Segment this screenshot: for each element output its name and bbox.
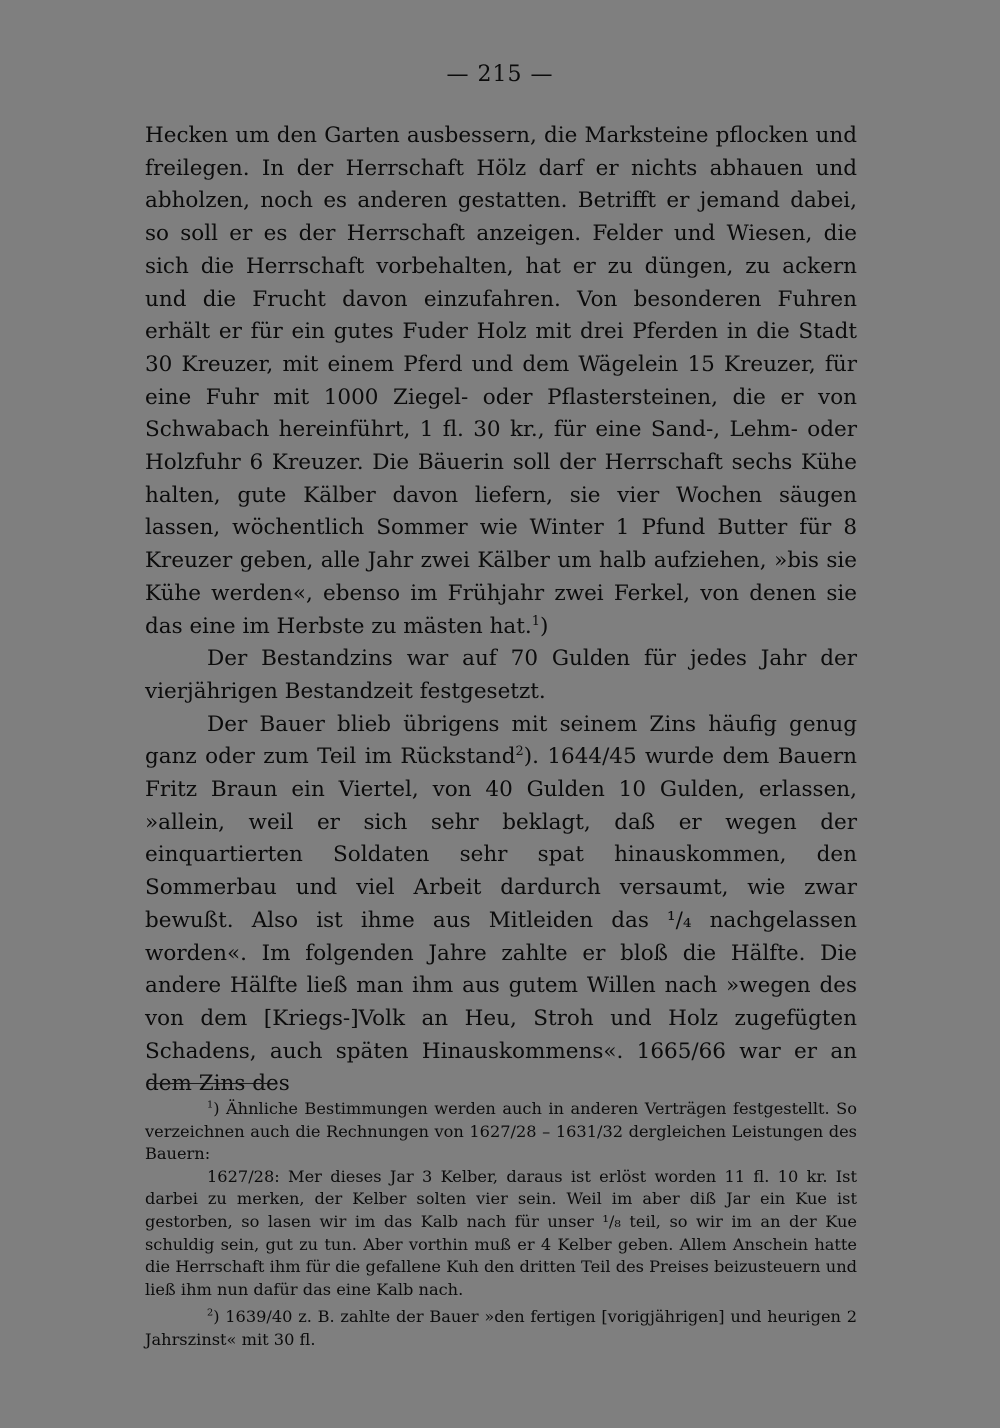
paragraph-2: Der Bestandzins war auf 70 Gulden für jedes Jahr der vierjährigen Bestandzeit festgesetzt. xyxy=(145,646,857,704)
footnote-2-text: ) 1639/40 z. B. zahlte der Bauer »den fertigen [vorigjährigen] und heurigen 2 Jahrszinst« mit 30 fl. xyxy=(145,1307,857,1349)
page-number: — 215 — xyxy=(446,62,554,87)
footnote-2-mark: 2 xyxy=(207,1307,214,1319)
paragraph-1 xyxy=(145,120,857,643)
paragraph-3-text-b: ). 1644/45 wurde dem Bauern Fritz Braun ein Viertel, von 40 Gulden 10 Gulden, erlassen, »allein, weil er sich sehr beklagt, daß er wegen der einquartierten Soldaten sehr spat hinauskommen, den Sommerbau und viel Arbeit dardurch versaumt, wie zwar bewußt. Also ist ihme aus Mitleiden das ¹/₄ nachgelassen worden«. Im folgenden Jahre zahlte er bloß die Hälfte. Die andere Hälfte ließ man ihm aus gutem Willen nach »wegen des von dem [Kriegs-]Volk an Heu, Stroh und Holz zugefügten Schadens, auch späten Hinauskommens«. 1665/66 war er an dem Zins des xyxy=(145,744,858,1097)
footnote-1-quote: 1627/28: Mer dieses Jar 3 Kelber, daraus ist erlöst worden 11 fl. 10 kr. Ist darbei zu merken, der Kelber solten vier sein. Weil im aber diß Jar ein Kue ist gestorben, so lasen wir im das Kalb nach für unser ¹/₈ teil, so wir im an der Kue schuldig sein, gut zu tun. Aber vorthin muß er 4 Kelber geben. Allem Anschein hatte die Herrschaft ihm für die gefallene Kuh den dritten Teil des Preises beizusteuern und ließ ihm nun dafür das eine Kalb nach. xyxy=(145,1166,857,1299)
footnote-divider xyxy=(147,1083,275,1084)
footnote-2 xyxy=(145,1306,857,1351)
footnote-ref-1: 1 xyxy=(531,613,540,629)
footnote-1 xyxy=(145,1098,857,1166)
paragraph-1-end: ) xyxy=(539,613,549,639)
paragraph-3 xyxy=(145,709,857,1101)
footnote-1-text: ) Ähnliche Bestimmungen werden auch in anderen Verträgen festgestellt. So verzeichnen auch die Rechnungen von 1627/28 – 1631/32 dergleichen Leistungen des Bauern: xyxy=(145,1099,857,1164)
footnote-1-mark: 1 xyxy=(207,1099,214,1111)
paragraph-3-text-a: Der Bauer blieb übrigens mit seinem Zins häufig genug ganz oder zum Teil im Rückstand xyxy=(145,711,857,770)
paragraph-1-text: Hecken um den Garten ausbessern, die Marksteine pflocken und freilegen. In der Herrschaft Hölz darf er nichts abhauen und abholzen, noch es anderen gestatten. Betrifft er jemand dabei, so soll er es der Herrschaft anzeigen. Felder und Wiesen, die sich die Herrschaft vorbehalten, hat er zu düngen, zu ackern und die Frucht davon einzufahren. Von besonderen Fuhren erhält er für ein gutes Fuder Holz mit drei Pferden in die Stadt 30 Kreuzer, mit einem Pferd und dem Wägelein 15 Kreuzer, für eine Fuhr mit 1000 Ziegel- oder Pflastersteinen, die er von Schwabach hereinführt, 1 fl. 30 kr., für eine Sand-, Lehm- oder Holzfuhr 6 Kreuzer. Die Bäuerin soll der Herrschaft sechs Kühe halten, gute Kälber davon liefern, sie vier Wochen säugen lassen, wöchentlich Sommer wie Winter 1 Pfund Butter für 8 Kreuzer geben, alle Jahr zwei Kälber um halb aufziehen, »bis sie Kühe werden«, ebenso im Frühjahr zwei Ferkel, von denen sie das eine im Herbste zu mästen hat. xyxy=(145,123,857,639)
footnote-ref-2: 2 xyxy=(515,744,524,760)
body-text xyxy=(145,120,857,1101)
footnotes xyxy=(145,1098,857,1352)
